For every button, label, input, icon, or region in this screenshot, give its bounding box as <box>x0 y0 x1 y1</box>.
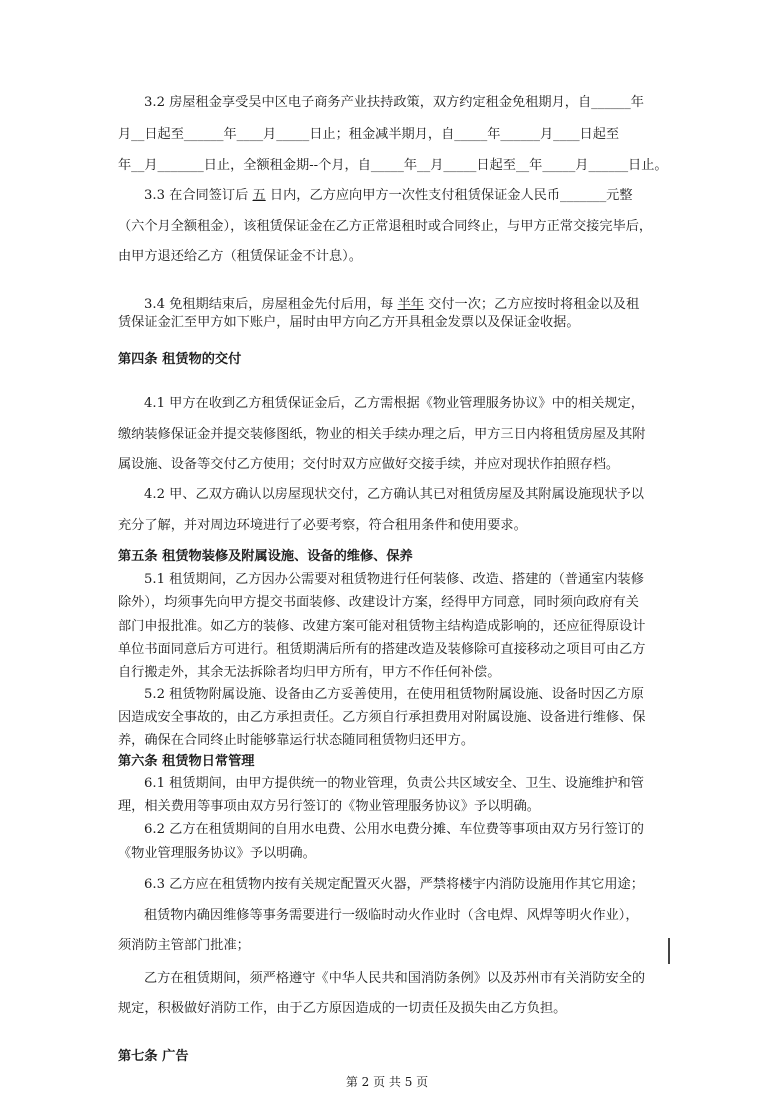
article-4-heading: 第四条 租赁物的交付 <box>118 352 242 367</box>
fire-safety-line-2: 规定，积极做好消防工作，由于乙方原因造成的一切责任及损失由乙方负担。 <box>118 1001 567 1016</box>
clause-6-3-line-2: 租赁物内确因维修等事务需要进行一级临时动火作业时（含电焊、风焊等明火作业）， <box>144 908 639 923</box>
article-5-heading: 第五条 租赁物装修及附属设施、设备的维修、保养 <box>118 549 413 564</box>
clause-6-1-line-1: 6.1 租赁期间，由甲方提供统一的物业管理，负责公共区域安全、卫生、设施维护和管 <box>144 776 644 791</box>
clause-3-3-line-2: （六个月全额租金），该租赁保证金在乙方正常退租时或合同终止，与甲方正常交接完毕后， <box>118 219 653 234</box>
clause-5-1-line-1: 5.1 租赁期间，乙方因办公需要对租赁物进行任何装修、改造、搭建的（普通室内装修 <box>144 572 644 587</box>
clause-3-3-text-b: 日内，乙方应向甲方一次性支付租赁保证金人民币_______元整 <box>269 188 633 203</box>
page-number-footer: 第 2 页 共 5 页 <box>345 1075 429 1089</box>
article-6-heading: 第六条 租赁物日常管理 <box>118 754 255 769</box>
clause-6-3-line-3: 须消防主管部门批准； <box>118 938 250 953</box>
clause-3-4-line-1 <box>144 296 658 314</box>
clause-4-2-line-1: 4.2 甲、乙双方确认以房屋现状交付，乙方确认其已对租赁房屋及其附属设施现状予以 <box>144 487 644 502</box>
clause-3-4-text-b: 交付一次；乙方应按时将租金以及租 <box>428 297 640 312</box>
clause-5-2-line-1: 5.2 租赁物附属设施、设备由乙方妥善使用，在使用租赁物附属设施、设备时因乙方原 <box>144 687 644 702</box>
clause-6-1-line-2: 理，相关费用等事项由双方另行签订的《物业管理服务协议》予以明确。 <box>118 799 540 814</box>
clause-3-2-line-3: 年__月_______日止，全额租金期--个月，自_____年__月_____日起至__年_____月______日止。 <box>118 158 668 173</box>
fire-safety-line-1: 乙方在租赁期间，须严格遵守《中华人民共和国消防条例》以及苏州市有关消防安全的 <box>144 971 646 986</box>
clause-6-2-line-2: 《物业管理服务协议》予以明确。 <box>118 846 316 861</box>
article-7-heading: 第七条 广告 <box>118 1049 189 1064</box>
clause-5-1-line-5: 自行搬走外，其余无法拆除者均归甲方所有，甲方不作任何补偿。 <box>118 665 501 680</box>
clause-5-2-line-3: 养，确保在合同终止时能够靠运行状态随同租赁物归还甲方。 <box>118 733 475 748</box>
margin-change-bar <box>668 938 670 964</box>
clause-4-1-line-2: 缴纳装修保证金并提交装修图纸，物业的相关手续办理之后，甲方三日内将租赁房屋及其附 <box>118 427 646 442</box>
clause-5-1-line-3: 部门申报批准。如乙方的装修、改建方案可能对租赁物主结构造成影响的，还应征得原设计 <box>118 619 646 634</box>
clause-3-4-line-2: 赁保证金汇至甲方如下账户，届时由甲方向乙方开具租金发票以及保证金收据。 <box>118 315 580 330</box>
clause-3-3-text-a: 3.3 在合同签订后 <box>144 188 249 203</box>
clause-4-1-line-3: 属设施、设备等交付乙方使用；交付时双方应做好交接手续，并应对现状作拍照存档。 <box>118 457 620 472</box>
clause-6-2-line-1: 6.2 乙方在租赁期间的自用水电费、公用水电费分摊、车位费等事项由双方另行签订的 <box>144 822 644 837</box>
clause-3-2-line-2: 月__日起至______年____月_____日止；租金减半期月，自_____年______月____日起至 <box>118 127 620 142</box>
clause-3-4-text-a: 3.4 免租期结束后，房屋租金先付后用，每 <box>144 297 394 312</box>
clause-3-2-line-1: 3.2 房屋租金享受吴中区电子商务产业扶持政策，双方约定租金免租期月，自______年 <box>144 95 644 110</box>
clause-3-3-line-1 <box>144 187 658 205</box>
clause-3-4-period: 半年 <box>397 297 424 312</box>
clause-6-3-line-1: 6.3 乙方应在租赁物内按有关规定配置灭火器，严禁将楼宇内消防设施用作其它用途； <box>144 877 644 892</box>
clause-5-1-line-2: 除外），均须事先向甲方提交书面装修、改建设计方案，经得甲方同意，同时须向政府有关 <box>118 595 639 610</box>
clause-3-3-line-3: 由甲方退还给乙方（租赁保证金不计息）。 <box>118 249 362 264</box>
clause-5-1-line-4: 单位书面同意后方可进行。租赁期满后所有的搭建改造及装修除可直接移动之项目可由乙方 <box>118 642 646 657</box>
clause-3-3-days: 五 <box>252 188 266 203</box>
clause-4-1-line-1: 4.1 甲方在收到乙方租赁保证金后，乙方需根据《物业管理服务协议》中的相关规定， <box>144 396 644 411</box>
clause-4-2-line-2: 充分了解，并对周边环境进行了必要考察，符合租用条件和使用要求。 <box>118 518 527 533</box>
clause-5-2-line-2: 因造成安全事故的，由乙方承担责任。乙方须自行承担费用对附属设施、设备进行维修、保 <box>118 710 646 725</box>
